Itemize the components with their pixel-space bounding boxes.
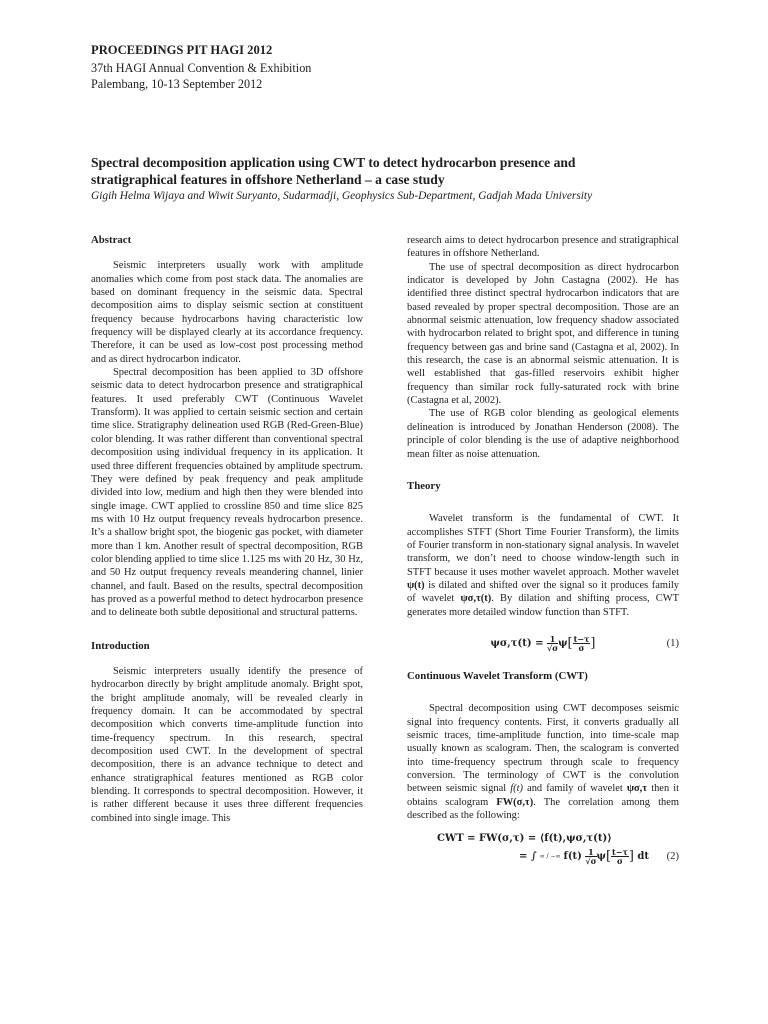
equation-2-f-t: f(t) <box>563 850 582 862</box>
equation-1-number: (1) <box>666 637 679 649</box>
equation-1-arg-num: t−τ <box>573 633 590 644</box>
introduction-paragraph-1: Seismic interpreters usually identify the presence of hydrocarbon directly by bright amplitude anomaly. Bright spot, the bright amplitude anomaly, will be revealed clearly in frequency domain. It can be accommodated by spectral decomposition which converts time-amplitude function into time-frequency spectrum. In this research, spectral decomposition used CWT. In the development of spectral decomposition, there is an advance technique to detect and enhance stratigraphical features mentioned as RGB color blending. It corresponds to spectral decomposition. However, it is rather different because it uses three different frequencies combined into single image. This <box>91 665 363 824</box>
paper-title-line-1: Spectral decomposition application using CWT to detect hydrocarbon presence and <box>91 155 576 170</box>
theory-text-c: . By dilation and shifting process, CWT generates more detailed window function than STFT. <box>407 593 679 618</box>
equation-1-fraction <box>547 635 558 652</box>
right-column <box>407 234 679 865</box>
equation-2-frac-den: √σ <box>585 855 597 866</box>
f-t-symbol: f(t) <box>510 783 523 795</box>
equation-2-line-1: CWT = FW(σ,τ) = ⟨f(t),ψσ,τ(t)⟩ <box>437 833 612 845</box>
cwt-text-a: Spectral decomposition using CWT decomposes seismic signal into frequency contents. First, it converts gradually all seismic traces, time-amplitude function, into time-scale map usually known as scalogram. Then, the scalogram is converted into time-frequency spectrum through scale to frequency conversion. The terminology of CWT is the convolution between seismic signal <box>407 703 679 795</box>
abstract-paragraph-2: Spectral decomposition has been applied to 3D offshore seismic data to detect hydrocarbon presence and stratigraphical features. It used preferably CWT (Continuous Wavelet Transform). It was applied to certain seismic section and certain time slice. Stratigraphy delineation used RGB (Red-Green-Blue) color blending. It was rather different than conventional spectral decomposition using individual frequency in its application. It used three different frequencies obtained by amplitude spectrum. They were defined by peak frequency and peak amplitude divided into low, medium and high then they were blended into single image. CWT applied to crossline 850 and time slice 825 ms with 10 Hz output frequency reveals hydrocarbon presence. It’s a shallow bright spot, the biogenic gas pocket, with diameter more than 1 km. Another result of spectral decomposition, RGB color blending applied to time slice 1.125 ms with 20 Hz, 30 Hz, and 50 Hz output frequency reveals meandering channel, linier channel, and fault. Based on the results, spectral decomposition has proved as a powerful method to detect hydrocarbon presence and to delineate both subtle depositional and structural patterns. <box>91 367 363 619</box>
equation-1-arg-den: σ <box>578 642 585 653</box>
equation-2-arg-num: t−τ <box>612 846 628 857</box>
psi-t-symbol: ψ(t) <box>407 579 425 591</box>
place-date: Palembang, 10-13 September 2012 <box>91 77 263 91</box>
abstract-paragraph-1: Seismic interpreters usually work with amplitude anomalies which come from post stack data. The anomalies are based on dominant frequency in the seismic data. Spectral decomposition aims to display seismic section at constituent frequency because hydrocarbons having characteristic low frequency will be displayed clearly at its accordance frequency. Therefore, it can be used as low-cost post processing method and as direct hydrocarbon indicator. <box>91 260 363 365</box>
paper-authors: Gigih Helma Wijaya and Wiwit Suryanto, Sudarmadji, Geophysics Sub-Department, Gadjah Mada University <box>91 190 593 202</box>
equation-2-line-2: = ∫ ∞ / −∞ f(t) $\frac{1}{√\sigma}$ ψ [ $\frac{t-\tau}{\sigma}$ ] dt (2) <box>519 846 679 866</box>
equation-1-psi: ψ <box>558 637 568 649</box>
introduction-paragraph-1-continued: research aims to detect hydrocarbon presence and stratigraphical features in offshore Netherland. <box>407 235 679 260</box>
cwt-text-d: . The correlation among them described as the following: <box>407 796 679 822</box>
introduction-heading: Introduction <box>91 639 150 652</box>
equation-1-frac-den: √σ <box>546 642 559 653</box>
introduction-paragraph-2: The use of spectral decomposition as direct hydrocarbon indicator is developed by John Castagna (2002). He has identified three distinct spectral hydrocarbon indicators that are based revealed by proper spectral decomposition. Those are an abnormal seismic attenuation, low frequency shadow associated with hydrocarbon related to bright spot, and difference in tuning frequency between gas and brine sand (Castagna et al, 2002). In this research, the case is an abnormal seismic attenuation. It is well established that gas-filled reservoirs exhibit higher frequency than similar rock fully-saturated rock with brine (Castagna et al, 2002). <box>407 261 679 407</box>
equation-1-argument <box>573 635 591 652</box>
convention-name: 37th HAGI Annual Convention & Exhibition <box>91 61 312 75</box>
equation-1 <box>407 635 679 652</box>
psi-sigma-tau-family-symbol: ψσ,τ <box>626 783 648 795</box>
equation-2-number: (2) <box>666 850 679 862</box>
equation-2-dt: dt <box>637 850 650 862</box>
abstract-heading: Abstract <box>91 234 132 246</box>
theory-text-a: Wavelet transform is the fundamental of CWT. It accomplishes STFT (Short Time Fourier Transform), the limits of Fourier transform in non-stationary signal analysis. In wavelet transform, we don’t need to choose window-length such in STFT because it uses mother wavelet approach. Mother wavelet <box>407 513 679 578</box>
scalogram-symbol: FW(σ,τ) <box>496 796 534 808</box>
theory-paragraph <box>407 512 679 619</box>
equation-2 <box>407 832 679 864</box>
equation-1-lhs: ψσ,τ(t) = <box>490 637 544 649</box>
cwt-text-b: and family of wavelet <box>527 783 623 795</box>
cwt-paragraph <box>407 702 679 822</box>
theory-heading: Theory <box>407 479 441 492</box>
introduction-paragraph-3: The use of RGB color blending as geological elements delineation is introduced by Jonathan Henderson (2008). The principle of color blending is the use of adaptive neighborhood mean filter as noise attenuation. <box>407 408 679 460</box>
cwt-text-c: then it obtains scalogram <box>407 783 680 808</box>
proceedings-title: PROCEEDINGS PIT HAGI 2012 <box>91 43 273 57</box>
equation-1-body: ψσ,τ(t) = $\frac{1}{√\sigma}$ ψ[ $\frac{t-\tau}{\sigma}$ ] <box>490 633 596 653</box>
equation-1-frac-num: 1 <box>547 635 558 644</box>
equation-2-psi: ψ <box>596 850 606 862</box>
equation-2-fraction <box>585 848 596 865</box>
equation-2-integral: = ∫ <box>519 850 537 862</box>
equation-2-arg-den: σ <box>616 855 623 866</box>
paper-title-line-2: stratigraphical features in offshore Netherland – a case study <box>91 172 445 187</box>
paper-title <box>91 154 691 188</box>
left-column <box>91 234 363 825</box>
theory-text-b: is dilated and shifted over the signal so it produces family of wavelet <box>407 579 680 605</box>
equation-2-frac-num: 1 <box>585 848 596 857</box>
equation-2-argument <box>611 848 629 865</box>
equation-2-limits: ∞ / −∞ <box>539 852 561 860</box>
cwt-heading: Continuous Wavelet Transform (CWT) <box>407 669 588 682</box>
psi-sigma-tau-symbol: ψσ,τ(t) <box>460 593 492 605</box>
